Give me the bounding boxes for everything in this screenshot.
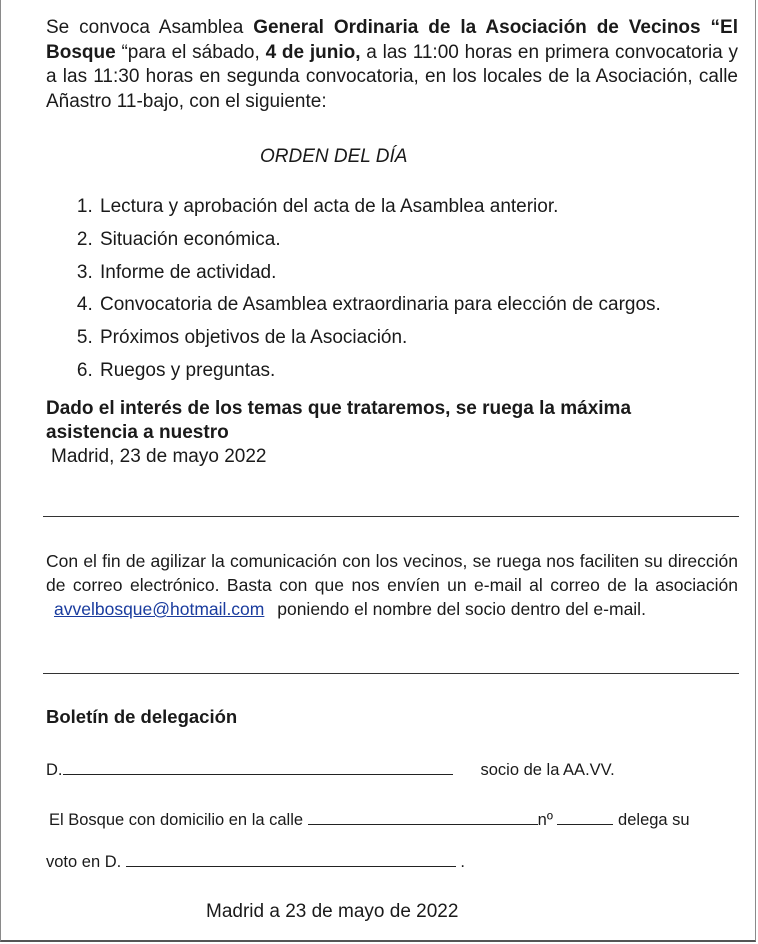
delegate-name-blank[interactable] xyxy=(126,852,456,867)
intro-bold-1: General Ordinaria de la Asociación de Vecinos “El Bosque xyxy=(46,17,738,63)
agenda-item: 5. Próximos objetivos de la Asociación. xyxy=(98,325,758,358)
divider-line xyxy=(43,516,739,517)
member-name-blank[interactable] xyxy=(63,760,453,775)
asistencia-note: Dado el interés de los temas que trataremos, se ruega la máxima asistencia a nuestro xyxy=(46,398,632,443)
email-request-text-end: poniendo el nombre del socio dentro del e-mail. xyxy=(272,599,646,619)
madrid-date-bottom: Madrid a 23 de mayo de 2022 xyxy=(206,901,459,922)
agenda-list xyxy=(46,194,758,391)
agenda-item: 6. Ruegos y preguntas. xyxy=(98,358,758,391)
delegation-line-1 xyxy=(46,760,615,780)
convocatoria-paragraph xyxy=(46,16,738,114)
d-label: D. xyxy=(46,761,63,779)
domicilio-text: El Bosque con domicilio en la calle xyxy=(49,811,304,829)
association-email-link[interactable]: avvelbosque@hotmail.com xyxy=(54,599,265,619)
period: . xyxy=(460,853,465,871)
email-request-text: Con el fin de agilizar la comunicación con los vecinos, se ruega nos faciliten su dirección de correo electrónico. Basta con que nos envíen un e-mail al correo de la asociación xyxy=(46,551,738,595)
orden-del-dia-heading: ORDEN DEL DÍA xyxy=(260,146,408,167)
agenda-item: 4. Convocatoria de Asamblea extraordinaria para elección de cargos. xyxy=(98,292,758,325)
intro-bold-2: 4 de junio, xyxy=(265,41,361,63)
boletin-title: Boletín de delegación xyxy=(46,706,238,727)
intro-text-1: Se convoca Asamblea xyxy=(46,17,254,38)
voto-text: voto en D. xyxy=(46,853,122,871)
number-blank[interactable] xyxy=(557,810,613,825)
delegation-line-3 xyxy=(46,852,465,872)
intro-text-3: a las 11:00 horas en primera convocatoria y a las 11:30 horas en segunda convocatoria, en los locales de la Asociación, calle Añastro 11-bajo, con el siguiente: xyxy=(46,41,739,112)
divider-line xyxy=(43,673,739,674)
agenda-item: 1. Lectura y aprobación del acta de la Asamblea anterior. xyxy=(98,194,758,227)
delega-text: delega su xyxy=(618,811,690,829)
numero-label: nº xyxy=(537,811,553,829)
madrid-date-top: Madrid, 23 de mayo 2022 xyxy=(51,446,267,467)
email-request-paragraph xyxy=(46,549,738,621)
delegation-line-2 xyxy=(49,810,690,830)
street-blank[interactable] xyxy=(308,810,538,825)
agenda-item: 2. Situación económica. xyxy=(98,227,758,260)
agenda-item: 3. Informe de actividad. xyxy=(98,260,758,293)
socio-text: socio de la AA.VV. xyxy=(480,761,615,779)
intro-text-2: “para el sábado, xyxy=(115,41,266,63)
